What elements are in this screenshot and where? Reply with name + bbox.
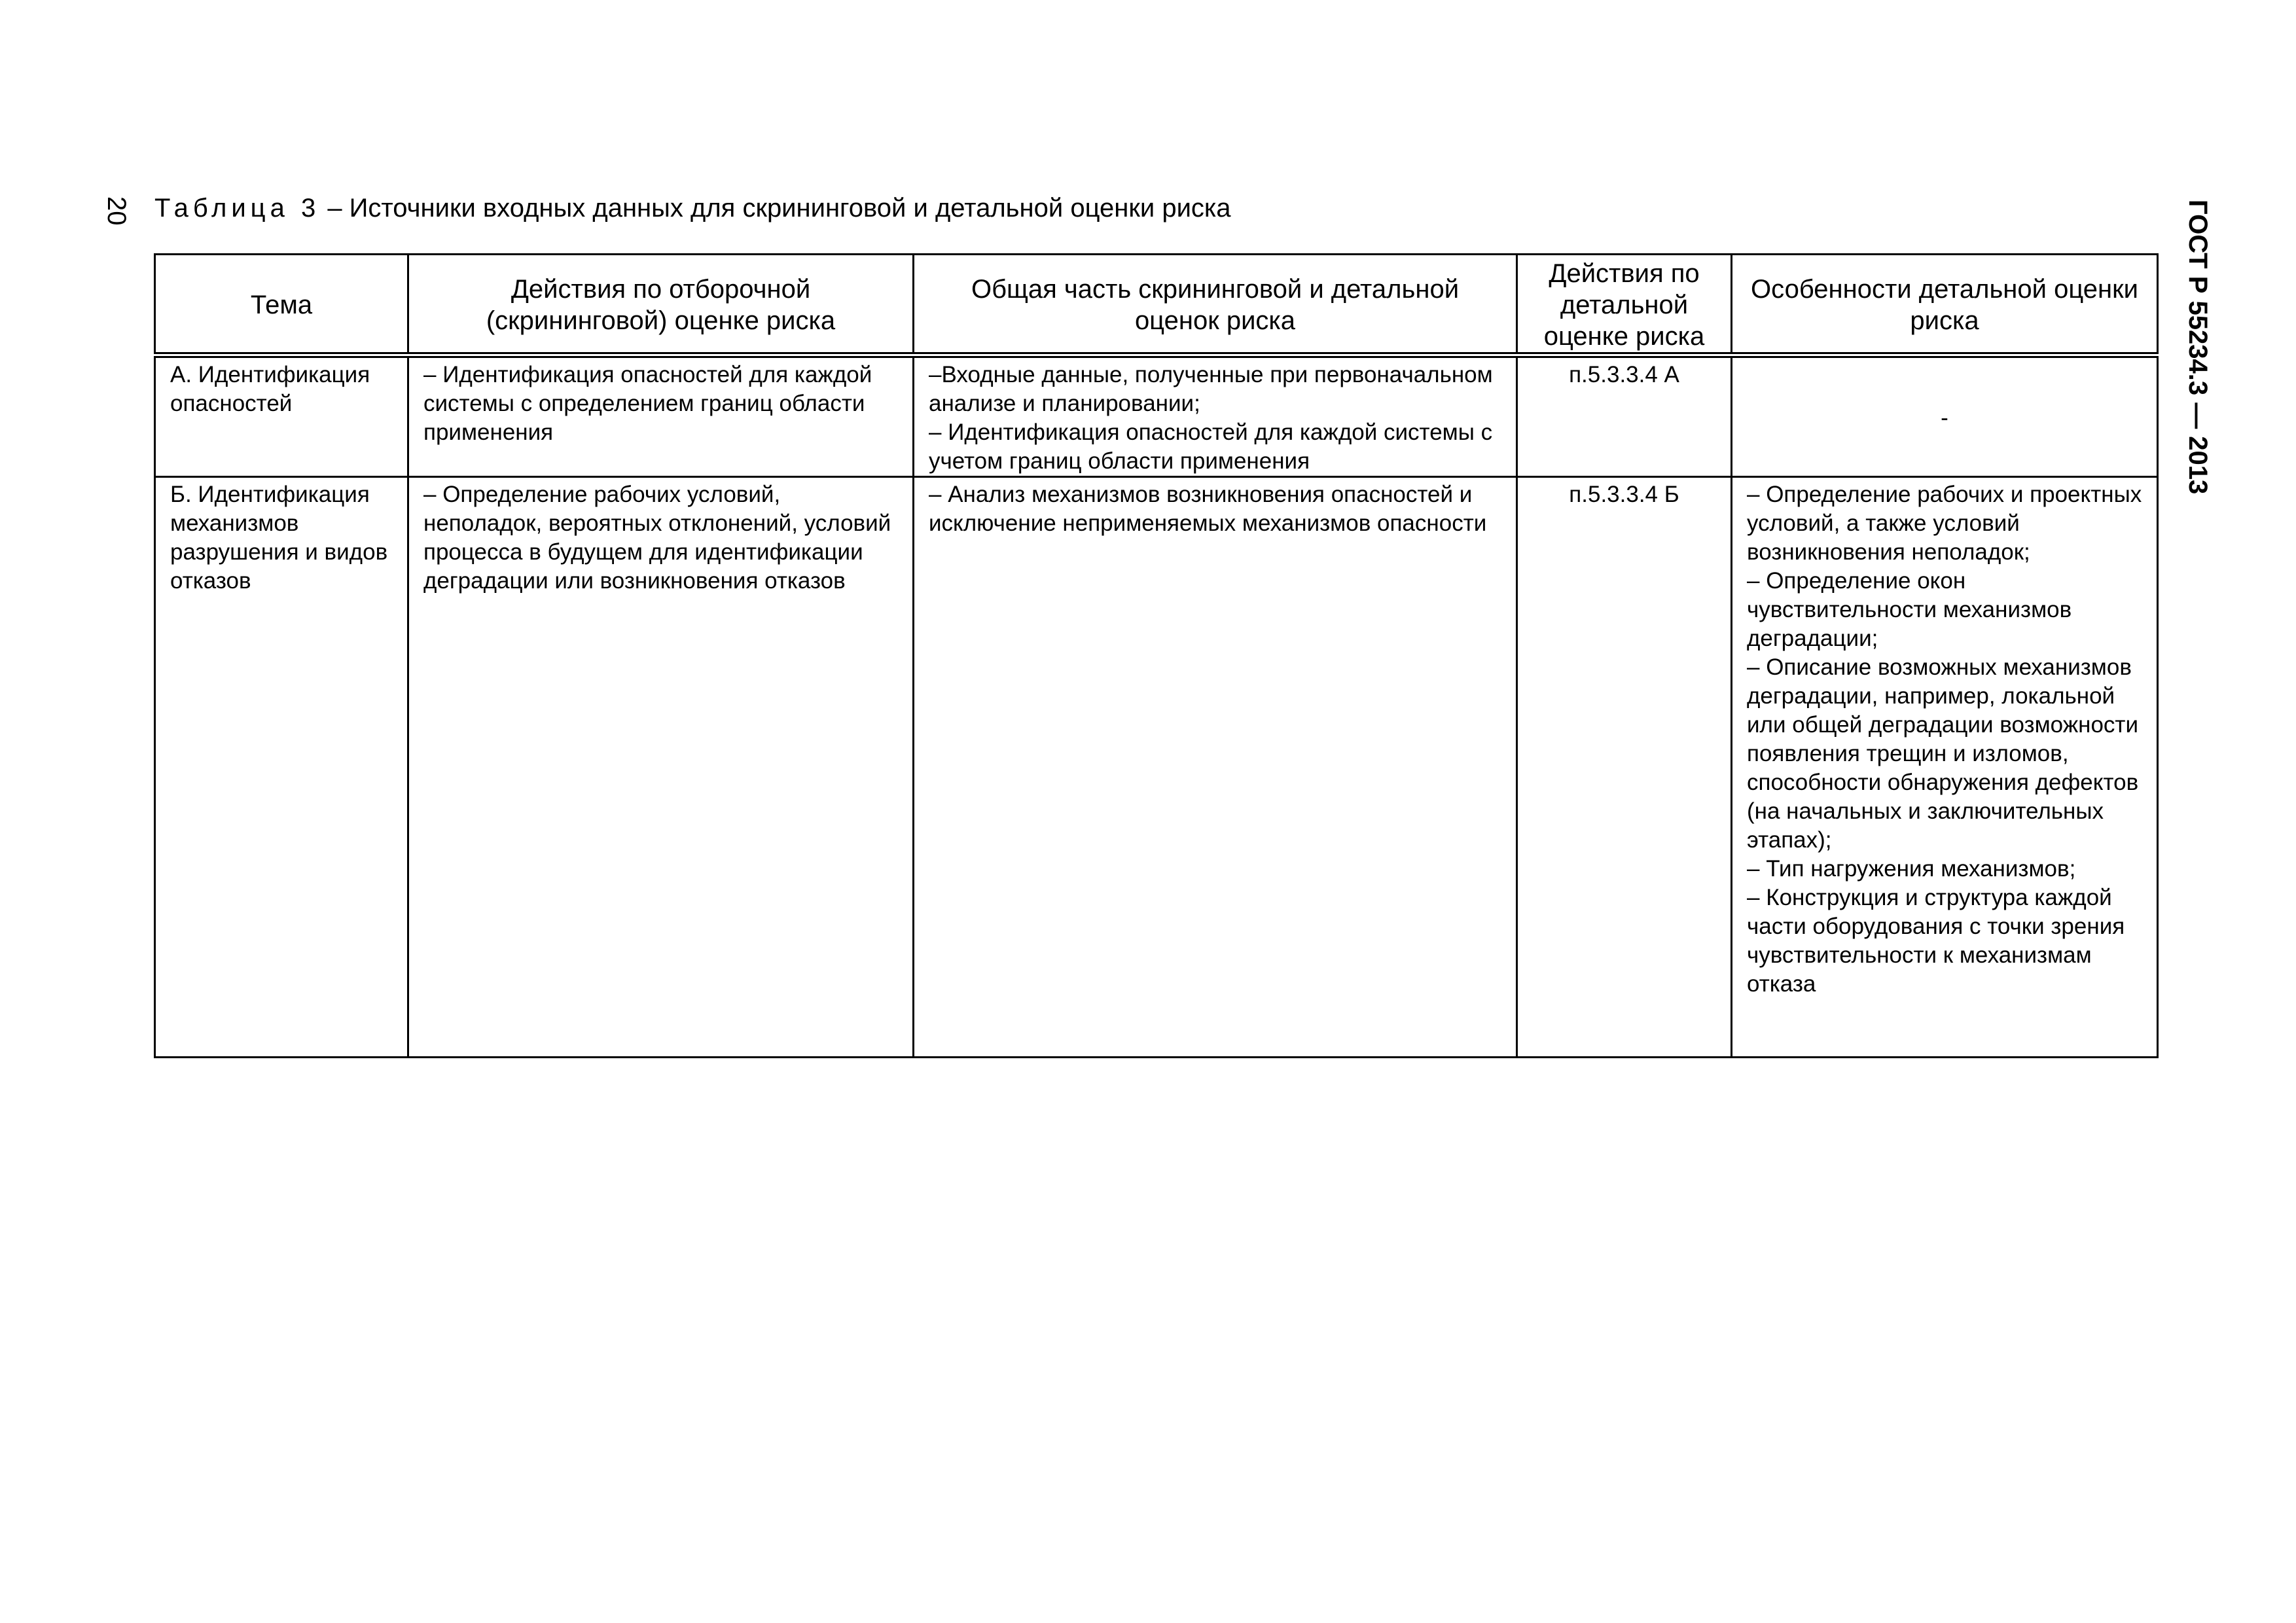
cell-detailed-ref: п.5.3.3.4 Б bbox=[1517, 477, 1732, 1058]
cell-line: – Определение окон чувствительности механизмов деградации; bbox=[1747, 568, 2072, 651]
header-common: Общая часть скрининговой и детальной оценок риска bbox=[914, 255, 1517, 355]
cell-topic: А. Идентификация опасностей bbox=[155, 355, 408, 477]
table-row bbox=[155, 355, 2158, 477]
cell-line: – Определение рабочих и проектных условий, а также условий возникновения неполадок; bbox=[1747, 482, 2142, 565]
page-number: 20 bbox=[102, 196, 131, 226]
table-caption-text: – Источники входных данных для скрининговой и детальной оценки риска bbox=[320, 194, 1231, 223]
cell-line: – Анализ механизмов возникновения опасностей и исключение неприменяемых механизмов опасности bbox=[929, 482, 1487, 536]
cell-features bbox=[1732, 477, 2158, 1058]
table-caption-label: Таблица 3 bbox=[154, 194, 321, 223]
cell-line: – Описание возможных механизмов деградации, например, локальной или общей деградации возможности появления трещин и изломов, способности обнаружения дефектов (на начальных и заключительных этапах); bbox=[1747, 654, 2139, 853]
cell-features bbox=[1732, 355, 2158, 477]
cell-line: –Входные данные, полученные при первоначальном анализе и планировании; bbox=[929, 362, 1493, 416]
table-caption bbox=[154, 194, 1231, 223]
table-header-row bbox=[155, 255, 2158, 355]
cell-screening bbox=[408, 477, 914, 1058]
header-topic: Тема bbox=[155, 255, 408, 355]
cell-line: – Тип нагружения механизмов; bbox=[1747, 856, 2076, 882]
document-code: ГОСТ Р 55234.3 — 2013 bbox=[2183, 200, 2212, 495]
cell-screening bbox=[408, 355, 914, 477]
table-row bbox=[155, 477, 2158, 1058]
cell-line: – Определение рабочих условий, неполадок, вероятных отклонений, условий процесса в будущем для идентификации деградации или возникновения отказов bbox=[423, 482, 891, 594]
sources-table bbox=[154, 253, 2159, 1058]
cell-detailed-ref: п.5.3.3.4 А bbox=[1517, 355, 1732, 477]
header-features: Особенности детальной оценки риска bbox=[1732, 255, 2158, 355]
cell-line: - bbox=[1941, 405, 1948, 431]
cell-line: – Идентификация опасностей для каждой системы с учетом границ области применения bbox=[929, 419, 1493, 474]
cell-common bbox=[914, 355, 1517, 477]
cell-common bbox=[914, 477, 1517, 1058]
cell-line: – Конструкция и структура каждой части оборудования с точки зрения чувствительности к механизмам отказа bbox=[1747, 885, 2125, 997]
header-detailed: Действия по детальной оценке риска bbox=[1517, 255, 1732, 355]
cell-topic: Б. Идентификация механизмов разрушения и видов отказов bbox=[155, 477, 408, 1058]
header-screening: Действия по отборочной (скрининговой) оценке риска bbox=[408, 255, 914, 355]
cell-line: – Идентификация опасностей для каждой системы с определением границ области применения bbox=[423, 362, 872, 445]
